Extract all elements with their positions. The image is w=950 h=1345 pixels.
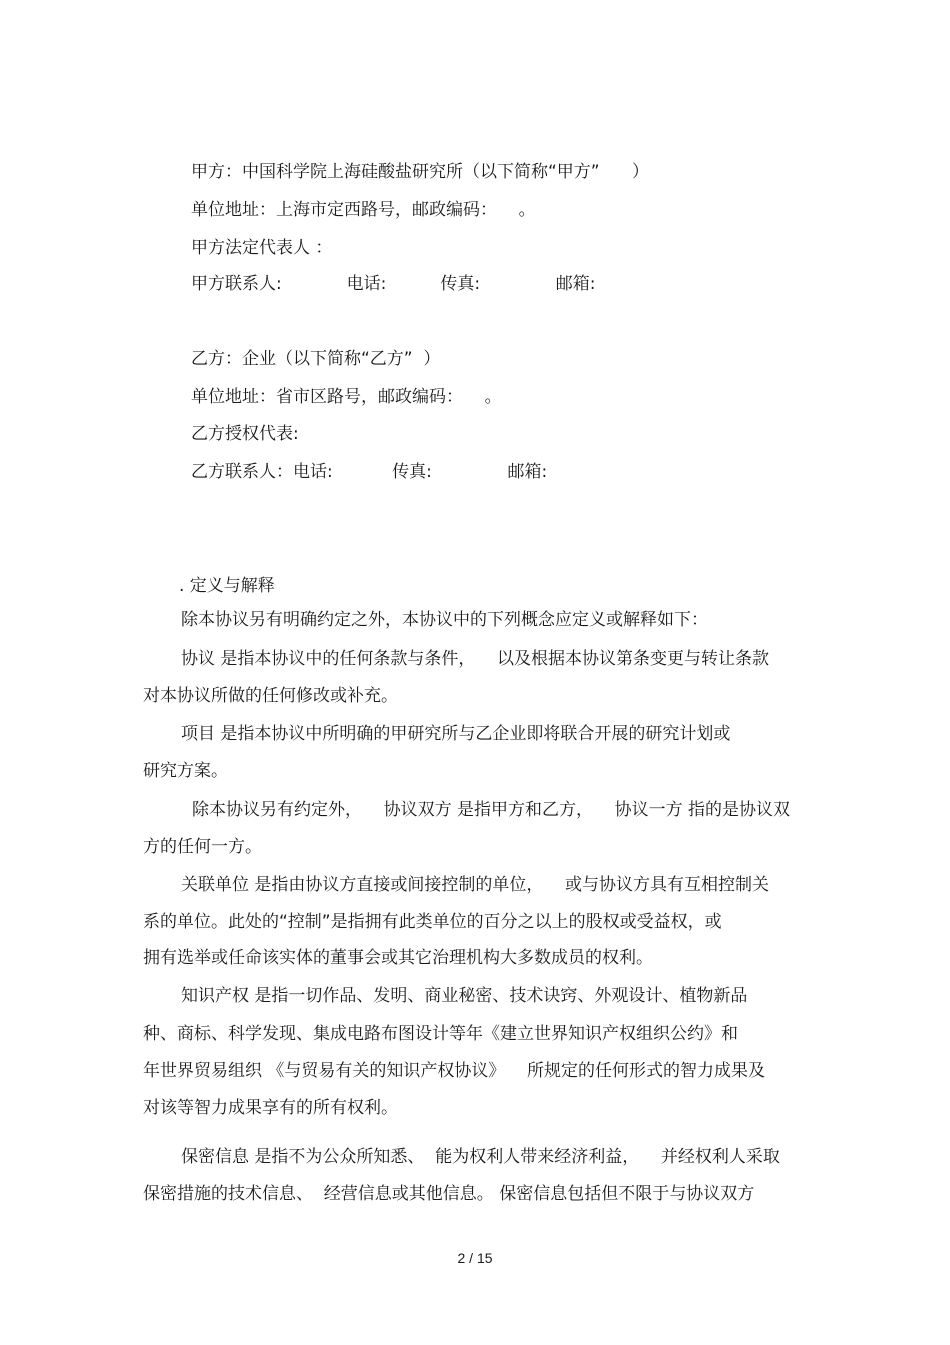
paragraph-line: 除本协议另有明确约定之外，本协议中的下列概念应定义或解释如下： <box>181 610 708 630</box>
party-a-representative: 甲方法定代表人 ： <box>191 238 333 258</box>
party-a-contact: 甲方联系人: 电话: 传真: 邮箱: <box>191 274 596 294</box>
party-b-name: 乙方：企业（以下简称“乙方” ） <box>191 349 441 369</box>
party-b-contact: 乙方联系人：电话: 传真: 邮箱: <box>191 462 548 482</box>
party-b-address: 单位地址：省市区路号，邮政编码： 。 <box>191 387 502 407</box>
paragraph-line: 对该等智力成果享有的所有权利。 <box>143 1098 398 1118</box>
party-a-address: 单位地址：上海市定西路号，邮政编码： 。 <box>191 200 536 220</box>
party-a-name: 甲方：中国科学院上海硅酸盐研究所（以下简称“甲方” ） <box>191 162 650 182</box>
paragraph-line: 协议 是指本协议中的任何条款与条件， 以及根据本协议第条变更与转让条款 <box>181 649 770 669</box>
section-heading: . 定义与解释 <box>179 576 275 596</box>
page-number: 2 / 15 <box>457 1250 493 1266</box>
paragraph-line: 种、商标、科学发现、集成电路布图设计等年《建立世界知识产权组织公约》和 <box>143 1024 738 1044</box>
paragraph-line: 除本协议另有约定外， 协议双方 是指甲方和乙方， 协议一方 指的是协议双 <box>192 800 791 820</box>
paragraph-line: 系的单位。此处的“控制”是指拥有此类单位的百分之以上的股权或受益权，或 <box>143 912 722 932</box>
paragraph-line: 对本协议所做的任何修改或补充。 <box>143 686 398 706</box>
paragraph-line: 研究方案。 <box>143 761 228 781</box>
paragraph-line: 知识产权 是指一切作品、发明、商业秘密、技术诀窍、外观设计、植物新品 <box>181 986 748 1006</box>
paragraph-line: 保密信息 是指不为公众所知悉、 能为权利人带来经济利益， 并经权利人采取 <box>181 1147 780 1167</box>
paragraph-line: 保密措施的技术信息、 经营信息或其他信息。 保密信息包括但不限于与协议双方 <box>143 1184 755 1204</box>
paragraph-line: 年世界贸易组织 《与贸易有关的知识产权协议》 所规定的任何形式的智力成果及 <box>143 1061 766 1081</box>
paragraph-line: 项目 是指本协议中所明确的甲研究所与乙企业即将联合开展的研究计划或 <box>181 724 731 744</box>
paragraph-line: 方的任何一方。 <box>143 837 262 857</box>
paragraph-line: 关联单位 是指由协议方直接或间接控制的单位， 或与协议方具有互相控制关 <box>181 875 770 895</box>
paragraph-line: 拥有选举或任命该实体的董事会或其它治理机构大多数成员的权利。 <box>143 948 653 968</box>
party-b-representative: 乙方授权代表: <box>191 424 299 444</box>
